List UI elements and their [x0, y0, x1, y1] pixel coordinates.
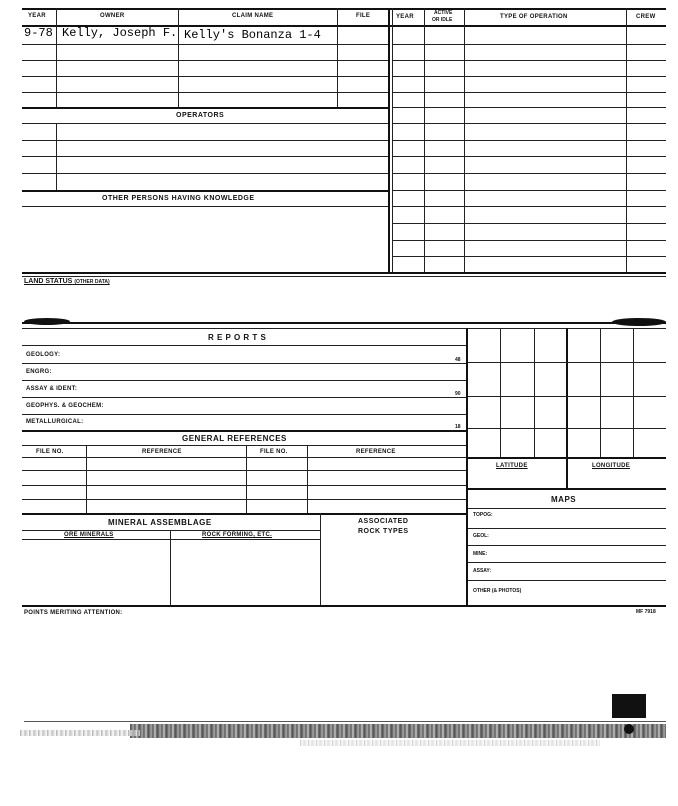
report-assay: ASSAY & IDENT: — [26, 386, 78, 392]
form-number: MF 7918 — [636, 609, 656, 615]
claim-name-header: CLAIM NAME — [232, 13, 274, 19]
crew-header: CREW — [636, 14, 656, 20]
land-status-subtitle: (OTHER DATA) — [74, 279, 110, 285]
maps-title: MAPS — [551, 495, 577, 504]
maps-mine: MINE: — [473, 551, 488, 557]
ore-minerals-label: ORE MINERALS — [64, 532, 114, 538]
maps-geol: GEOL: — [473, 533, 489, 539]
report-geology: GEOLOGY: — [26, 352, 61, 358]
active-header-2: OR IDLE — [432, 17, 453, 23]
black-square-artifact — [612, 694, 646, 718]
active-header-1: ACTIVE — [434, 10, 453, 16]
year2-header: YEAR — [396, 14, 414, 20]
entry-owner: Kelly, Joseph F. — [62, 26, 178, 40]
reports-title: R E P O R T S — [208, 333, 267, 342]
file-header: FILE — [356, 13, 371, 19]
year-header: YEAR — [28, 13, 46, 19]
longitude-label: LONGITUDE — [592, 463, 631, 469]
report-geophys: GEOPHYS. & GEOCHEM: — [26, 403, 104, 409]
report-geology-num: 48 — [455, 357, 461, 363]
ref-reference-2: REFERENCE — [356, 449, 396, 455]
entry-year: 9-78 — [24, 26, 53, 40]
report-metallurgical: METALLURGICAL: — [26, 419, 84, 425]
points-meriting-attention: POINTS MERITING ATTENTION: — [24, 610, 123, 616]
rock-forming-label: ROCK FORMING, ETC. — [202, 532, 273, 538]
black-dot-artifact — [624, 724, 634, 734]
noise-band — [130, 724, 666, 738]
mineral-assemblage-title: MINERAL ASSEMBLAGE — [108, 518, 212, 527]
latitude-label: LATITUDE — [496, 463, 528, 469]
general-references-title: GENERAL REFERENCES — [182, 434, 287, 443]
maps-other: OTHER (& PHOTOS) — [473, 588, 522, 594]
noise-band-left — [20, 730, 140, 736]
ref-file-no-1: FILE NO. — [36, 449, 64, 455]
ref-reference-1: REFERENCE — [142, 449, 182, 455]
entry-claim: Kelly's Bonanza 1-4 — [184, 28, 321, 42]
other-persons-heading: OTHER PERSONS HAVING KNOWLEDGE — [102, 195, 255, 202]
owner-header: OWNER — [100, 13, 125, 19]
noise-band-lower — [300, 740, 600, 746]
land-status-title: LAND STATUS — [24, 278, 73, 285]
associated-label: ASSOCIATED — [358, 518, 409, 525]
type-of-operation-header: TYPE OF OPERATION — [500, 14, 568, 20]
report-assay-num: 90 — [455, 391, 461, 397]
report-engrg: ENGRG: — [26, 369, 52, 375]
operators-heading: OPERATORS — [176, 112, 225, 119]
maps-assay: ASSAY: — [473, 568, 492, 574]
report-metallurgical-num: 18 — [455, 424, 461, 430]
rock-types-label: ROCK TYPES — [358, 528, 409, 535]
land-status-label — [24, 278, 110, 285]
maps-topog: TOPOG: — [473, 512, 493, 518]
ref-file-no-2: FILE NO. — [260, 449, 288, 455]
